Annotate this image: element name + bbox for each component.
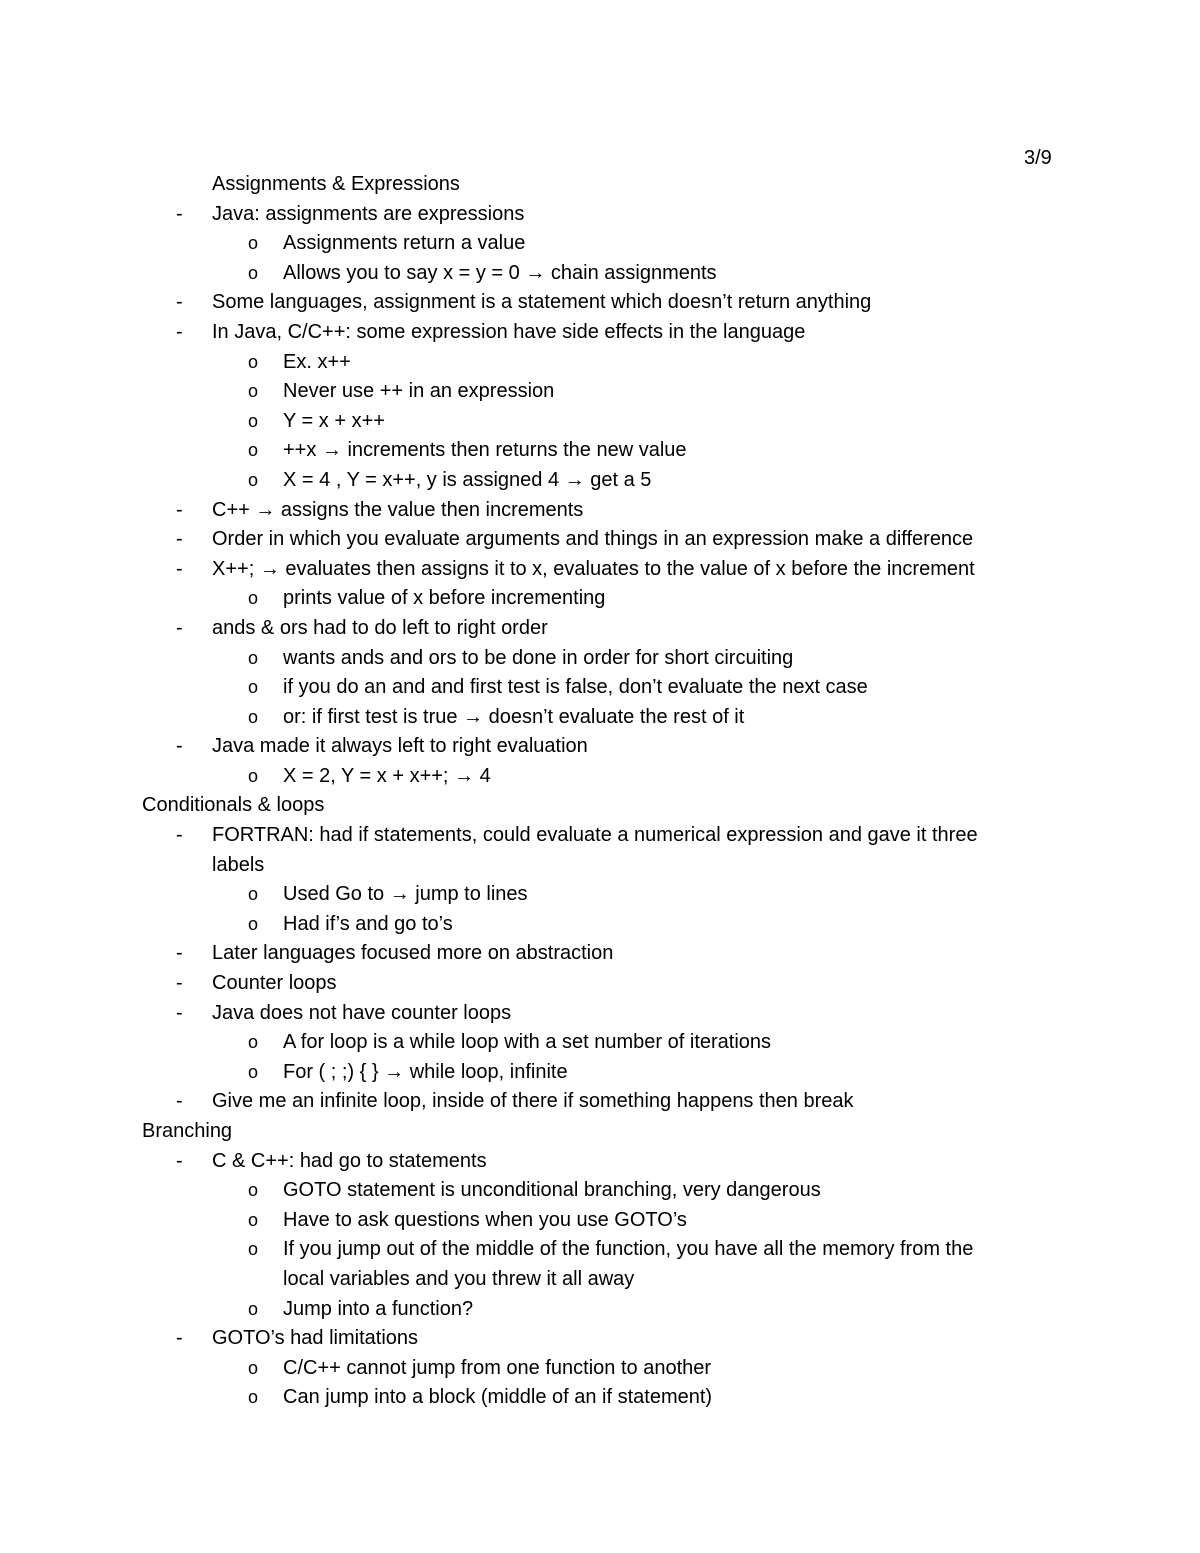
bullet-item-text: Counter loops (212, 972, 337, 995)
dash-bullet-marker: - (176, 1327, 183, 1350)
circle-bullet-marker: o (248, 588, 259, 609)
sub-bullet-item-continuation (0, 1265, 1200, 1295)
circle-bullet-marker: o (248, 351, 259, 372)
bullet-item (0, 732, 1200, 762)
dash-bullet-marker: - (176, 320, 183, 343)
bullet-item-text: Java made it always left to right evaluation (212, 735, 588, 758)
circle-bullet-marker: o (248, 1032, 259, 1053)
dash-bullet-marker: - (176, 291, 183, 314)
sub-bullet-item (0, 703, 1200, 733)
bullet-item (0, 1147, 1200, 1177)
sub-bullet-item (0, 1058, 1200, 1088)
sub-bullet-item-text: or: if first test is true → doesn’t evaluate the rest of it (283, 705, 745, 728)
bullet-item (0, 969, 1200, 999)
bullet-item-text: In Java, C/C++: some expression have side effects in the language (212, 320, 806, 343)
sub-bullet-item-text: ++x → increments then returns the new value (283, 439, 687, 462)
section-heading (0, 1117, 1200, 1147)
dash-bullet-marker: - (176, 972, 183, 995)
bullet-item (0, 525, 1200, 555)
circle-bullet-marker: o (248, 1061, 259, 1082)
dash-bullet-marker: - (176, 942, 183, 965)
section-title (0, 170, 1200, 200)
sub-bullet-item-text: Jump into a function? (283, 1297, 474, 1320)
sub-bullet-item-continuation-text: local variables and you threw it all away (283, 1267, 635, 1290)
bullet-item (0, 614, 1200, 644)
circle-bullet-marker: o (248, 647, 259, 668)
bullet-item (0, 1087, 1200, 1117)
sub-bullet-item (0, 1354, 1200, 1384)
bullet-item-text: Later languages focused more on abstraction (212, 942, 614, 965)
bullet-item (0, 999, 1200, 1029)
sub-bullet-item-text: C/C++ cannot jump from one function to another (283, 1356, 712, 1379)
section-heading (0, 791, 1200, 821)
bullet-item-text: GOTO’s had limitations (212, 1327, 419, 1350)
bullet-item (0, 496, 1200, 526)
circle-bullet-marker: o (248, 884, 259, 905)
sub-bullet-item-text: Have to ask questions when you use GOTO’s (283, 1208, 687, 1231)
sub-bullet-item (0, 259, 1200, 289)
sub-bullet-item-text: Assignments return a value (283, 232, 526, 255)
sub-bullet-item (0, 762, 1200, 792)
bullet-item-text: Some languages, assignment is a statement which doesn’t return anything (212, 291, 872, 314)
bullet-item-continuation-text: labels (212, 853, 265, 876)
circle-bullet-marker: o (248, 469, 259, 490)
sub-bullet-item-text: wants ands and ors to be done in order for short circuiting (283, 646, 794, 669)
circle-bullet-marker: o (248, 262, 259, 283)
bullet-item-continuation (0, 851, 1200, 881)
sub-bullet-item (0, 466, 1200, 496)
circle-bullet-marker: o (248, 1387, 259, 1408)
section-heading-text: Branching (142, 1120, 233, 1142)
sub-bullet-item (0, 644, 1200, 674)
sub-bullet-item-text: Used Go to → jump to lines (283, 883, 528, 906)
sub-bullet-item-text: prints value of x before incrementing (283, 587, 606, 610)
sub-bullet-item (0, 1295, 1200, 1325)
dash-bullet-marker: - (176, 616, 183, 639)
sub-bullet-item (0, 1383, 1200, 1413)
sub-bullet-item-text: X = 2, Y = x + x++; → 4 (283, 764, 491, 787)
sub-bullet-item-text: If you jump out of the middle of the function, you have all the memory from the (283, 1238, 974, 1261)
bullet-item (0, 939, 1200, 969)
section-title-text: Assignments & Expressions (212, 173, 460, 195)
dash-bullet-marker: - (176, 1001, 183, 1024)
circle-bullet-marker: o (248, 410, 259, 431)
sub-bullet-item-text: Never use ++ in an expression (283, 380, 555, 403)
sub-bullet-item-text: A for loop is a while loop with a set number of iterations (283, 1031, 772, 1054)
sub-bullet-item (0, 1176, 1200, 1206)
bullet-item (0, 1324, 1200, 1354)
sub-bullet-item (0, 229, 1200, 259)
dash-bullet-marker: - (176, 498, 183, 521)
dash-bullet-marker: - (176, 557, 183, 580)
sub-bullet-item-text: Ex. x++ (283, 350, 351, 373)
sub-bullet-item (0, 1206, 1200, 1236)
bullet-item-text: Give me an infinite loop, inside of there if something happens then break (212, 1090, 854, 1113)
sub-bullet-item (0, 673, 1200, 703)
dash-bullet-marker: - (176, 1149, 183, 1172)
bullet-item (0, 200, 1200, 230)
dash-bullet-marker: - (176, 735, 183, 758)
circle-bullet-marker: o (248, 765, 259, 786)
sub-bullet-item-text: if you do an and and first test is false, don’t evaluate the next case (283, 676, 868, 699)
bullet-item (0, 821, 1200, 851)
bullet-item (0, 288, 1200, 318)
bullet-item-text: Order in which you evaluate arguments and things in an expression make a difference (212, 528, 974, 551)
sub-bullet-item-text: Can jump into a block (middle of an if statement) (283, 1386, 713, 1409)
bullet-item (0, 555, 1200, 585)
bullet-item (0, 318, 1200, 348)
sub-bullet-item-text: GOTO statement is unconditional branching, very dangerous (283, 1179, 821, 1202)
bullet-item-text: FORTRAN: had if statements, could evaluate a numerical expression and gave it three (212, 824, 978, 847)
sub-bullet-item (0, 1235, 1200, 1265)
sub-bullet-item (0, 436, 1200, 466)
bullet-item-text: X++; → evaluates then assigns it to x, evaluates to the value of x before the increment (212, 557, 975, 580)
dash-bullet-marker: - (176, 1090, 183, 1113)
dash-bullet-marker: - (176, 202, 183, 225)
circle-bullet-marker: o (248, 706, 259, 727)
sub-bullet-item-text: Y = x + x++ (283, 409, 385, 432)
circle-bullet-marker: o (248, 1180, 259, 1201)
dash-bullet-marker: - (176, 824, 183, 847)
dash-bullet-marker: - (176, 528, 183, 551)
sub-bullet-item (0, 1028, 1200, 1058)
sub-bullet-item (0, 377, 1200, 407)
sub-bullet-item-text: Had if’s and go to’s (283, 912, 453, 935)
page-date: 3/9 (1024, 147, 1052, 169)
sub-bullet-item (0, 910, 1200, 940)
sub-bullet-item (0, 584, 1200, 614)
sub-bullet-item-text: X = 4 , Y = x++, y is assigned 4 → get a 5 (283, 468, 652, 491)
circle-bullet-marker: o (248, 1209, 259, 1230)
sub-bullet-item (0, 880, 1200, 910)
sub-bullet-item (0, 407, 1200, 437)
sub-bullet-item-text: For ( ; ;) { } → while loop, infinite (283, 1060, 568, 1083)
circle-bullet-marker: o (248, 1298, 259, 1319)
circle-bullet-marker: o (248, 913, 259, 934)
section-heading-text: Conditionals & loops (142, 794, 325, 817)
circle-bullet-marker: o (248, 677, 259, 698)
notes-body (0, 170, 1200, 1413)
circle-bullet-marker: o (248, 1357, 259, 1378)
bullet-item-text: Java does not have counter loops (212, 1001, 512, 1024)
bullet-item-text: C++ → assigns the value then increments (212, 498, 584, 521)
circle-bullet-marker: o (248, 233, 259, 254)
bullet-item-text: ands & ors had to do left to right order (212, 616, 548, 639)
circle-bullet-marker: o (248, 440, 259, 461)
sub-bullet-item (0, 348, 1200, 378)
circle-bullet-marker: o (248, 381, 259, 402)
bullet-item-text: Java: assignments are expressions (212, 202, 525, 225)
bullet-item-text: C & C++: had go to statements (212, 1149, 487, 1172)
circle-bullet-marker: o (248, 1239, 259, 1260)
sub-bullet-item-text: Allows you to say x = y = 0 → chain assignments (283, 261, 717, 284)
